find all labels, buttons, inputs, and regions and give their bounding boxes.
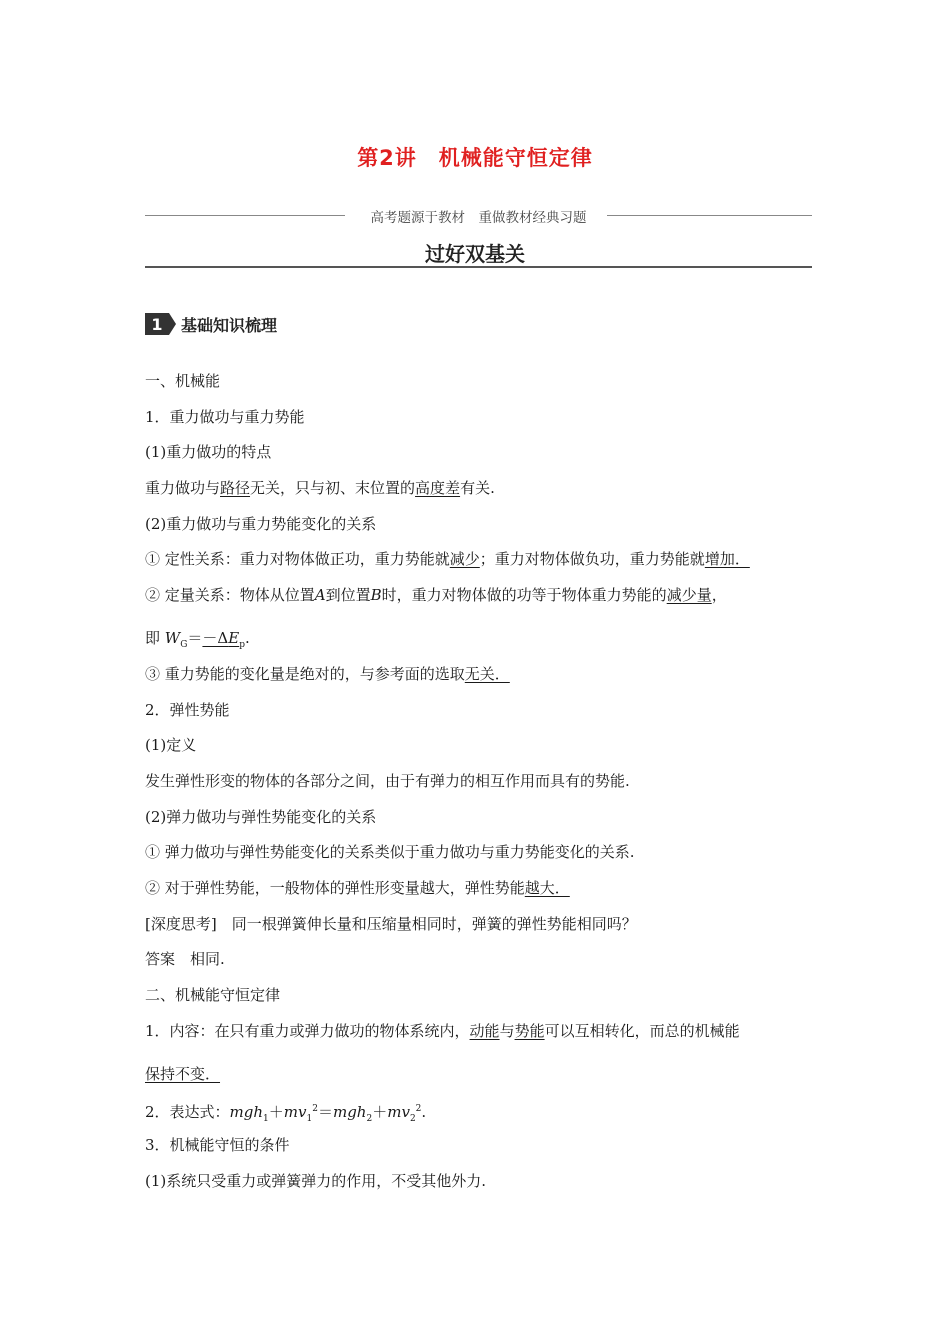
text-span: ，	[711, 586, 727, 605]
variable: E	[228, 629, 240, 648]
answer-blank: 无关．	[464, 664, 510, 683]
answer-blank: 保持不变．	[145, 1064, 221, 1083]
variable: B	[370, 586, 382, 605]
text-span: 时，重力对物体做的功等于物体重力势能的	[381, 586, 667, 605]
formula-line	[145, 1094, 825, 1130]
subscript: 1	[263, 1114, 269, 1125]
text-line	[145, 659, 825, 695]
text-line	[145, 580, 825, 623]
text-line: 2．弹性势能	[145, 700, 230, 719]
text-line	[145, 1016, 825, 1059]
text-span: 与	[499, 1021, 515, 1040]
text-span: 即	[145, 629, 165, 648]
text-line: (2)重力做功与重力势能变化的关系	[145, 514, 377, 533]
text-line: (1)系统只受重力或弹簧弹力的作用，不受其他外力.	[145, 1171, 487, 1190]
text-span: ② 对于弹性势能，一般物体的弹性形变量越大，弹性势能	[145, 878, 525, 897]
answer-blank: 势能	[514, 1021, 545, 1040]
text-span: 重力做功与	[145, 479, 221, 498]
text-span: 有关.	[460, 479, 495, 498]
text-span: 2．表达式：	[145, 1103, 230, 1122]
text-span: ；重力对物体做负功，重力势能就	[479, 550, 705, 569]
text-span: ③ 重力势能的变化量是绝对的，与参考面的选取	[145, 664, 465, 683]
text-line: [深度思考] 同一根弹簧伸长量和压缩量相同时，弹簧的弹性势能相同吗？	[145, 914, 637, 933]
subscript: p	[239, 640, 245, 651]
text-span: 到位置	[325, 586, 371, 605]
banner-right-line	[607, 215, 812, 216]
text-span: ＝	[187, 629, 203, 648]
formula-term: mv	[283, 1103, 307, 1122]
superscript: 2	[312, 1104, 318, 1115]
page-title: 第2讲 机械能守恒定律	[357, 146, 593, 170]
text-line: (1)重力做功的特点	[145, 443, 272, 462]
answer-blank: 动能	[469, 1021, 500, 1040]
banner-heading: 过好双基关	[425, 242, 525, 266]
subscript: 1	[306, 1114, 313, 1125]
variable: W	[164, 629, 181, 648]
answer-blank: 减少	[449, 550, 480, 569]
text-span: ① 定性关系：重力对物体做正功，重力势能就	[145, 550, 450, 569]
banner-subtitle: 高考题源于教材 重做教材经典习题	[370, 210, 587, 226]
answer-blank: 增加．	[704, 550, 750, 569]
formula-term: mgh	[229, 1103, 264, 1122]
section-header	[145, 312, 277, 336]
text-line	[145, 544, 825, 580]
text-line: ① 弹力做功与弹性势能变化的关系类似于重力做功与重力势能变化的关系.	[145, 843, 635, 862]
text-line	[145, 1059, 825, 1095]
text-span: ＋	[268, 1103, 284, 1122]
answer-blank: 减少量	[666, 586, 712, 605]
subscript: 2	[409, 1114, 416, 1125]
text-span: ② 定量关系：物体从位置	[145, 586, 315, 605]
formula-term: mv	[387, 1103, 410, 1122]
text-line: 一、机械能	[145, 372, 221, 390]
banner-rule	[145, 266, 812, 268]
text-span: .	[244, 629, 250, 648]
text-span: 无关，只与初、末位置的	[250, 479, 416, 498]
answer-blank: 路径	[220, 479, 251, 498]
text-span: .	[421, 1103, 427, 1122]
text-span: －Δ	[202, 629, 229, 648]
section-label: 基础知识梳理	[181, 315, 278, 335]
text-line: (1)定义	[145, 736, 197, 755]
answer-blank: 越大．	[524, 878, 570, 897]
text-span: ＋	[372, 1103, 388, 1122]
answer-blank	[202, 629, 245, 651]
text-line	[145, 873, 825, 909]
text-line: 1．重力做功与重力势能	[145, 407, 305, 426]
formula-term: mgh	[332, 1103, 367, 1122]
text-span: 可以互相转化，而总的机械能	[544, 1021, 740, 1040]
answer-blank: 高度差	[415, 479, 461, 498]
variable: A	[314, 586, 326, 605]
superscript: 2	[415, 1104, 422, 1115]
text-line: 答案 相同.	[145, 950, 225, 969]
text-line	[145, 623, 825, 659]
text-span: ＝	[317, 1103, 333, 1122]
subscript: 2	[366, 1114, 373, 1125]
text-line: 3．机械能守恒的条件	[145, 1136, 290, 1155]
text-span: 1．内容：在只有重力或弹力做功的物体系统内，	[145, 1021, 470, 1040]
section-banner	[145, 204, 812, 228]
text-line: 二、机械能守恒定律	[145, 986, 281, 1004]
section-number-badge: 1	[145, 313, 169, 335]
subscript: G	[180, 640, 188, 651]
text-line: (2)弹力做功与弹性势能变化的关系	[145, 807, 377, 826]
document-body	[145, 366, 825, 1201]
text-line: 发生弹性形变的物体的各部分之间，由于有弹力的相互作用而具有的势能.	[145, 771, 630, 790]
text-line	[145, 473, 825, 509]
